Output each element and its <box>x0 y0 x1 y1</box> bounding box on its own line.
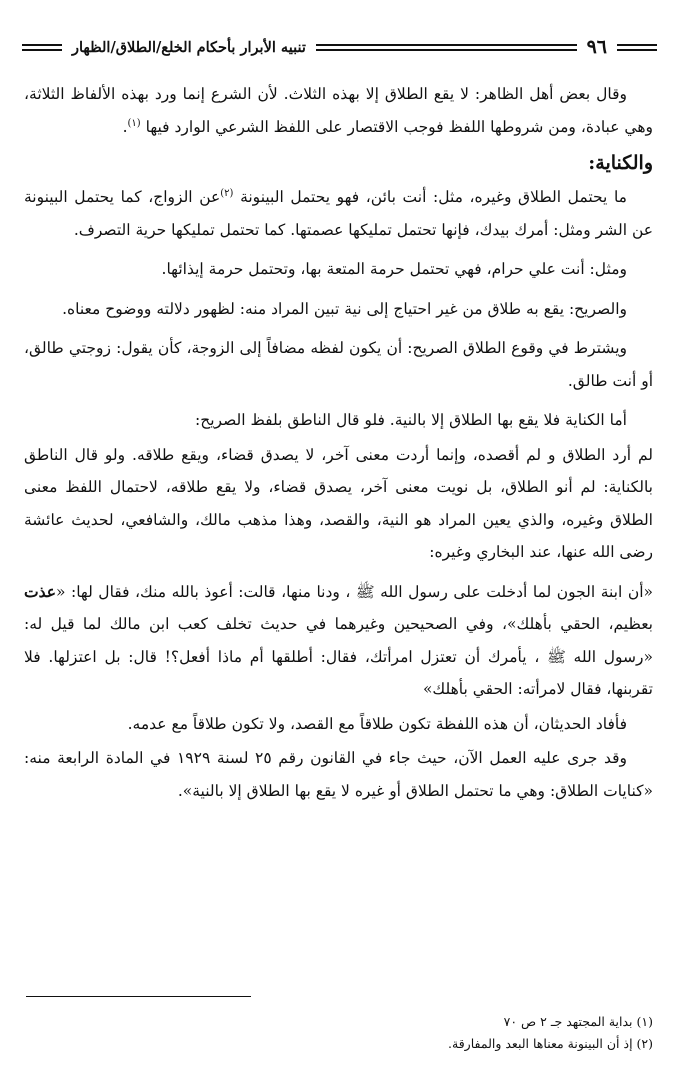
paragraph-niyya: أما الكناية فلا يقع بها الطلاق إلا بالنية. فلو قال الناطق بلفظ الصريح: <box>194 411 627 429</box>
paragraph-hadith: «أن ابنة الجون لما أدخلت على رسول الله ﷺ ، ودنا منها، قالت: أعوذ بالله منك، فقال لها: «عذت بعظيم، الحقي بأهلك»، وفي الصحيحين وغيرهما في حديث تخلف كعب ابن مالك لما قيل له: «رسول الله ﷺ ، يأمرك أن تعتزل امرأتك، فقال: أطلقها أم ماذا أفعل؟! قال: بل اعتزلها. فلا تقربنها، فقال لامرأته: الحقي بأهلك» <box>24 581 653 698</box>
footnote-2: (٢) إذ أن البينونة معناها البعد والمفارقة. <box>448 1036 653 1051</box>
footnote-1: (١) بداية المجتهد جـ ٢ ص ٧٠ <box>503 1014 653 1029</box>
footnote-ref-1[interactable]: (١) <box>127 117 141 129</box>
header-rule-right <box>617 44 657 51</box>
section-heading-kinaya: والكناية: <box>588 152 653 174</box>
main-text <box>24 78 653 809</box>
page-header <box>22 36 657 58</box>
paragraph-kinaya-definition: ما يحتمل الطلاق وغيره، مثل: أنت بائن، فهو يحتمل البينونة $^{(٢)}$عن الزواج، كما يحتمل البينونة عن الشر ومثل: أمرك بيدك، فإنها تحتمل تمليكها عصمتها. كما تحتمل تمليكها حرية التصرف. <box>24 187 653 239</box>
footnote-ref-2[interactable]: (٢) <box>220 187 234 199</box>
paragraph-ruling: لم أرد الطلاق و لم أقصده، وإنما أردت معنى آخر، لا يصدق قضاء، ويقع طلاقه. ولو قال الناطق بالكناية: لم أنو الطلاق، بل نويت معنى آخر، يصدق قضاء، ولا يقع طلاقه، لاحتمال اللفظ معنى الطلاق وغيره، والذي يعين المراد هو النية، والقصد، وهذا مذهب مالك، والشافعي، لحديث عائشة رضى الله عنها، عند البخاري وغيره: <box>24 445 653 561</box>
page-number: ٩٦ <box>586 36 607 58</box>
footnotes <box>24 1011 653 1055</box>
running-title: تنبيه الأبرار بأحكام الخلع/الطلاق/الظهار <box>72 38 306 56</box>
header-rule-middle <box>316 44 577 51</box>
paragraph-law: وقد جرى عليه العمل الآن، حيث جاء في القانون رقم ٢٥ لسنة ١٩٢٩ في المادة الرابعة منه: «كنايات الطلاق: وهي ما تحتمل الطلاق أو غيره لا يقع بها الطلاق إلا بالنية». <box>24 749 653 800</box>
paragraph-condition: ويشترط في وقوع الطلاق الصريح: أن يكون لفظه مضافاً إلى الزوجة، كأن يقول: زوجتي طالق، أو أنت طالق. <box>24 339 653 390</box>
footnote-separator <box>26 996 251 997</box>
paragraph-zahiri: وقال بعض أهل الظاهر: لا يقع الطلاق إلا بهذه الثلاث. لأن الشرع إنما ورد بهذه الألفاظ الثلاثة، وهي عبادة، ومن شروطها اللفظ فوجب الاقتصار على اللفظ الشرعي الوارد فيها $^{(١)}$. <box>24 85 653 136</box>
paragraph-haram: ومثل: أنت علي حرام، فهي تحتمل حرمة المتعة بها، وتحتمل حرمة إيذائها. <box>161 260 627 278</box>
header-rule-left <box>22 44 62 51</box>
paragraph-conclusion: فأفاد الحديثان، أن هذه اللفظة تكون طلاقاً مع القصد، ولا تكون طلاقاً مع عدمه. <box>127 714 627 733</box>
paragraph-sarih: والصريح: يقع به طلاق من غير احتياج إلى نية تبين المراد منه: لظهور دلالته ووضوح معناه. <box>62 299 627 318</box>
